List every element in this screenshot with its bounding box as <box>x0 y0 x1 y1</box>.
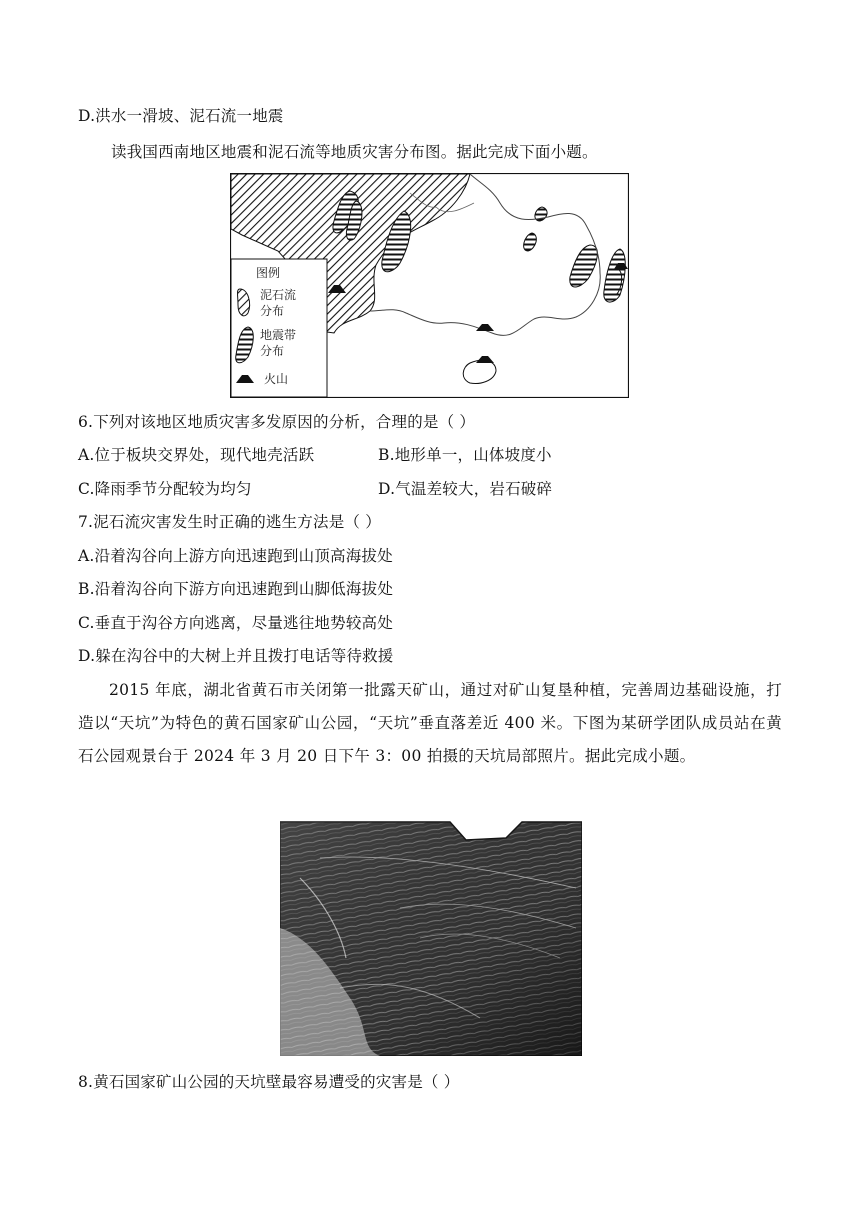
q7-option-c: C.垂直于沟谷方向逃离，尽量逃往地势较高处 <box>78 614 393 632</box>
legend-debris-label-2: 分布 <box>260 304 285 318</box>
legend-title: 图例 <box>256 266 281 280</box>
q6-stem: 6.下列对该地区地质灾害多发原因的分析，合理的是（ ） <box>78 413 476 431</box>
q6-option-a: A.位于板块交界处，现代地壳活跃 <box>78 446 315 464</box>
legend-volcano-label: 火山 <box>264 372 289 386</box>
q7-option-a: A.沿着沟谷向上游方向迅速跑到山顶高海拔处 <box>78 547 393 565</box>
previous-option-d: D.洪水一滑坡、泥石流一地震 <box>78 107 284 125</box>
park-intro: 2015 年底，湖北省黄石市关闭第一批露天矿山，通过对矿山复垦种植，完善周边基础设施，打造以“天坑”为特色的黄石国家矿山公园，“天坑”垂直落差近 400 米。下图为某研学团队成员站在黄石公园观景台于 2024 年 3 月 20 日下午 3：00 拍摄的天坑局部照片。据此完成小题。 <box>78 681 782 765</box>
q7-option-b: B.沿着沟谷向下游方向迅速跑到山脚低海拔处 <box>78 580 394 598</box>
legend-quake-label-1: 地震带 <box>260 328 297 342</box>
geohazard-map <box>230 173 629 398</box>
q7-option-d: D.躲在沟谷中的大树上并且拨打电话等待救援 <box>78 647 394 665</box>
q6-option-b: B.地形单一，山体坡度小 <box>378 446 552 464</box>
map-intro: 读我国西南地区地震和泥石流等地质灾害分布图。据此完成下面小题。 <box>111 143 598 161</box>
tiankeng-photo <box>280 818 582 1056</box>
q6-option-c: C.降雨季节分配较为均匀 <box>78 480 252 498</box>
q8-stem: 8.黄石国家矿山公园的天坑壁最容易遭受的灾害是（ ） <box>78 1073 460 1091</box>
legend-debris-label-1: 泥石流 <box>260 288 297 302</box>
q6-option-d: D.气温差较大，岩石破碎 <box>378 480 553 498</box>
legend-quake-label-2: 分布 <box>260 344 285 358</box>
q7-stem: 7.泥石流灾害发生时正确的逃生方法是（ ） <box>78 513 381 531</box>
